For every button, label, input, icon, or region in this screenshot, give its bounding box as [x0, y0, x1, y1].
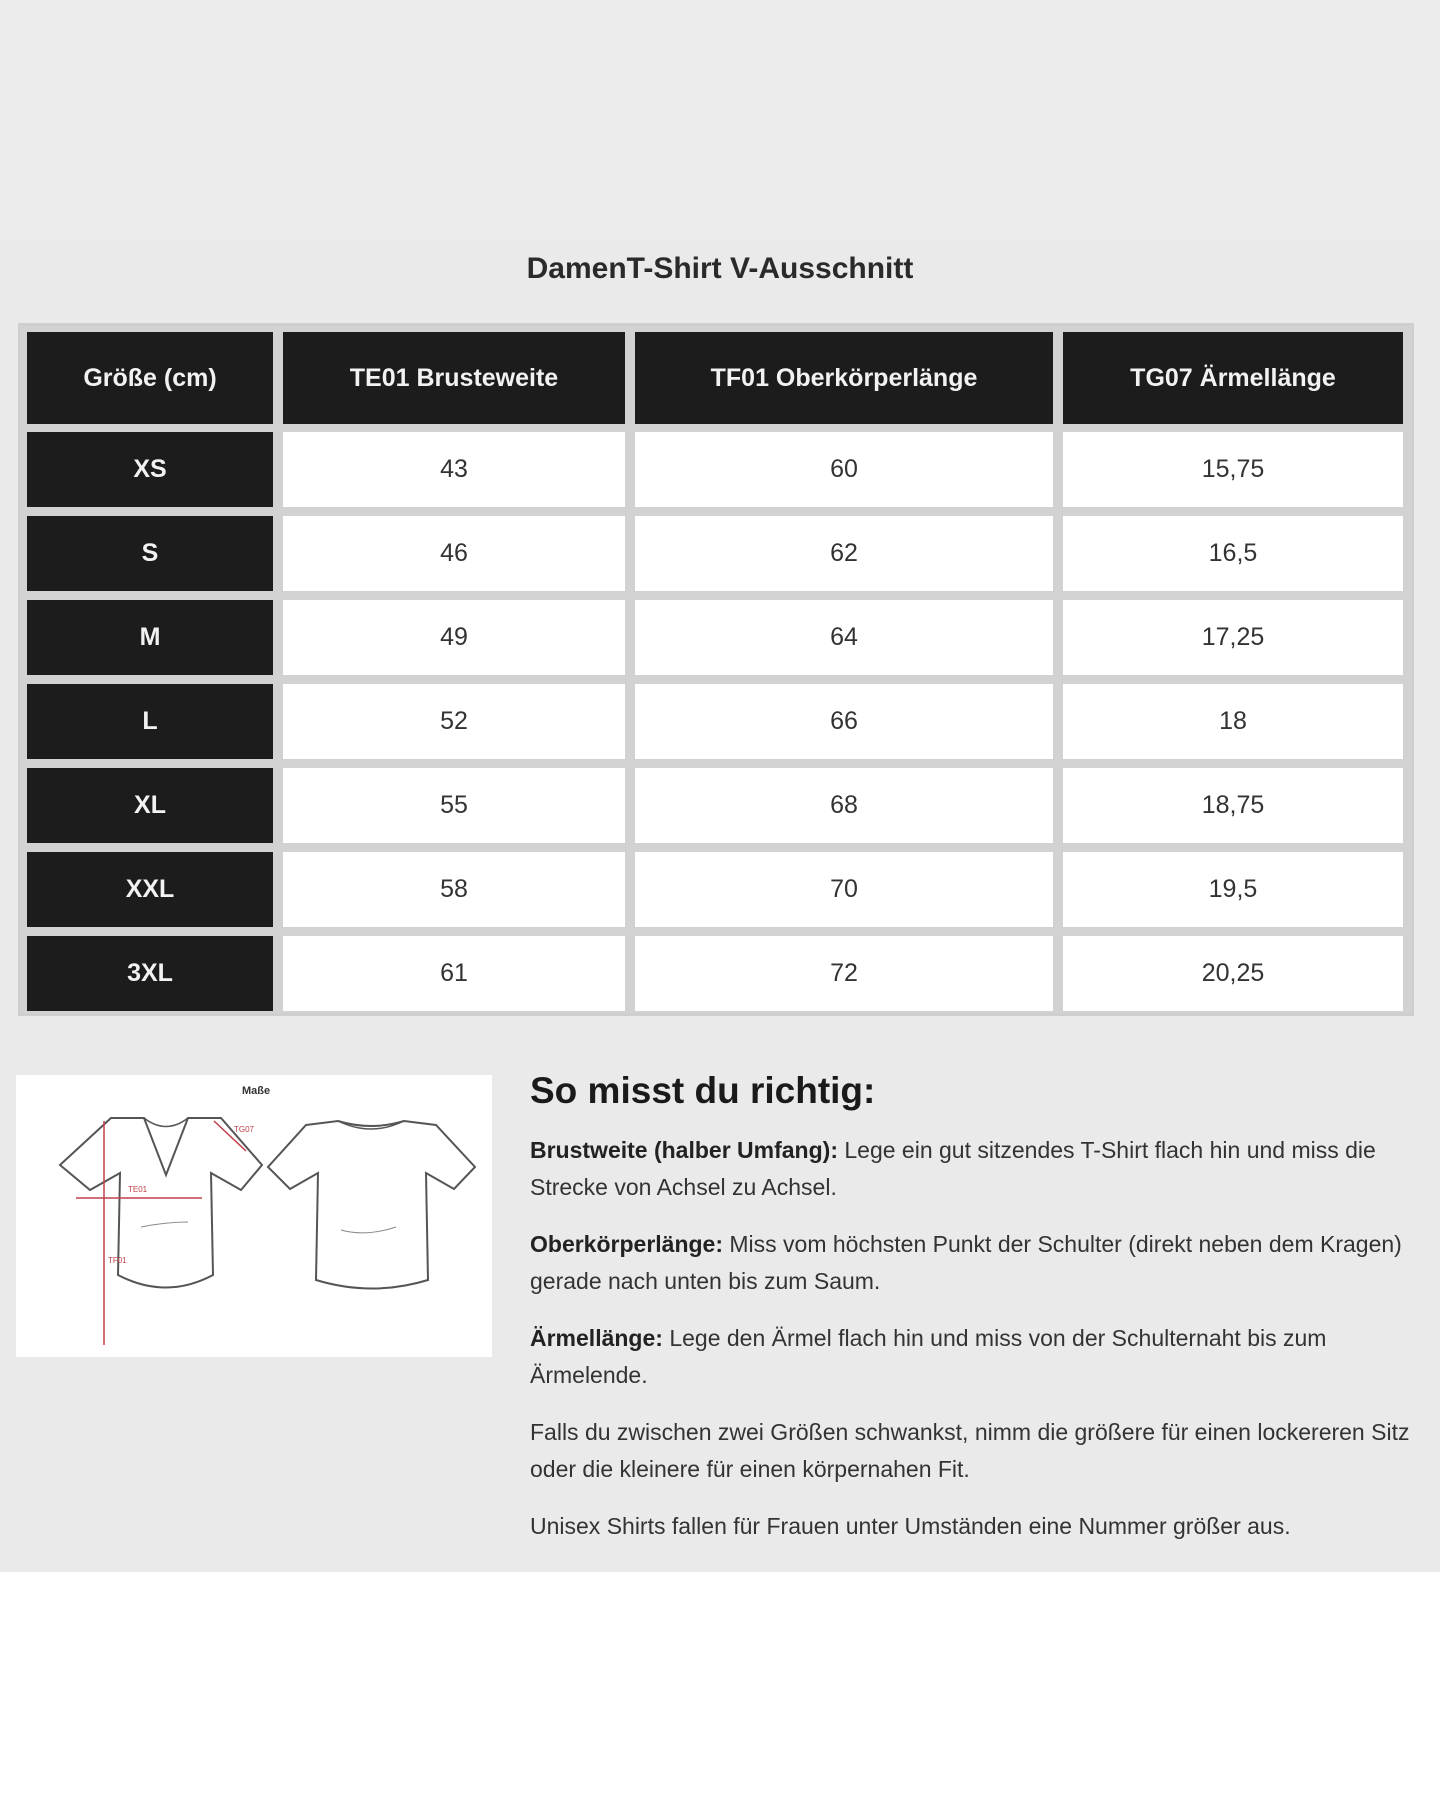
sleeve-label: TG07	[234, 1125, 255, 1134]
guide-length-text: Miss vom höchsten Punkt der Schulter (direkt neben dem Kragen) gerade nach unten bis zum Saum.	[530, 1231, 1402, 1294]
length-cell: 70	[635, 852, 1053, 927]
guide-length	[530, 1226, 1420, 1300]
guide-length-label: Oberkörperlänge:	[530, 1231, 723, 1257]
sleeve-cell: 19,5	[1063, 852, 1403, 927]
length-cell: 66	[635, 684, 1053, 759]
header-length: TF01 Oberkörperlänge	[635, 332, 1053, 424]
tshirt-diagram	[16, 1075, 492, 1357]
sleeve-cell: 20,25	[1063, 936, 1403, 1011]
guide-sleeve	[530, 1320, 1420, 1394]
front-shirt-outline	[60, 1118, 262, 1288]
header-chest: TE01 Brusteweite	[283, 332, 625, 424]
sleeve-cell: 15,75	[1063, 432, 1403, 507]
length-cell: 60	[635, 432, 1053, 507]
guide-heading: So misst du richtig:	[530, 1070, 876, 1111]
guide-chest	[530, 1132, 1420, 1206]
chest-cell: 46	[283, 516, 625, 591]
chart-title: DamenT-Shirt V-Ausschnitt	[526, 252, 914, 285]
chest-cell: 55	[283, 768, 625, 843]
diagram-heading: Maße	[241, 1085, 271, 1097]
guide-tip-unisex: Unisex Shirts fallen für Frauen unter Umständen eine Nummer größer aus.	[530, 1513, 1291, 1539]
length-cell: 62	[635, 516, 1053, 591]
header-size: Größe (cm)	[27, 332, 273, 424]
size-cell: S	[27, 516, 273, 591]
sleeve-cell: 16,5	[1063, 516, 1403, 591]
guide-sleeve-label: Ärmellänge:	[530, 1325, 663, 1351]
size-cell: L	[27, 684, 273, 759]
size-table	[18, 323, 1414, 1016]
length-cell: 64	[635, 600, 1053, 675]
guide-chest-text: Lege ein gut sitzendes T-Shirt flach hin und miss die Strecke von Achsel zu Achsel.	[530, 1137, 1376, 1200]
measuring-guide	[530, 1070, 1420, 1565]
chest-cell: 52	[283, 684, 625, 759]
size-cell: XL	[27, 768, 273, 843]
sleeve-cell: 18	[1063, 684, 1403, 759]
sleeve-cell: 18,75	[1063, 768, 1403, 843]
chest-cell: 61	[283, 936, 625, 1011]
size-cell: XXL	[27, 852, 273, 927]
chest-cell: 43	[283, 432, 625, 507]
guide-chest-label: Brustweite (halber Umfang):	[530, 1137, 838, 1163]
back-shirt-outline	[268, 1121, 475, 1289]
size-cell: M	[27, 600, 273, 675]
size-cell: XS	[27, 432, 273, 507]
guide-tip-size: Falls du zwischen zwei Größen schwankst, nimm die größere für einen lockereren Sitz oder die kleinere für einen körpernahen Fit.	[530, 1419, 1410, 1482]
top-background	[0, 0, 1440, 240]
length-cell: 68	[635, 768, 1053, 843]
chest-label: TE01	[128, 1185, 148, 1194]
length-label: TF01	[108, 1256, 127, 1265]
chest-cell: 49	[283, 600, 625, 675]
chest-cell: 58	[283, 852, 625, 927]
header-sleeve: TG07 Ärmellänge	[1063, 332, 1403, 424]
measurement-diagram	[16, 1075, 492, 1357]
guide-sleeve-text: Lege den Ärmel flach hin und miss von der Schulternaht bis zum Ärmelende.	[530, 1325, 1327, 1388]
size-cell: 3XL	[27, 936, 273, 1011]
length-cell: 72	[635, 936, 1053, 1011]
sleeve-cell: 17,25	[1063, 600, 1403, 675]
